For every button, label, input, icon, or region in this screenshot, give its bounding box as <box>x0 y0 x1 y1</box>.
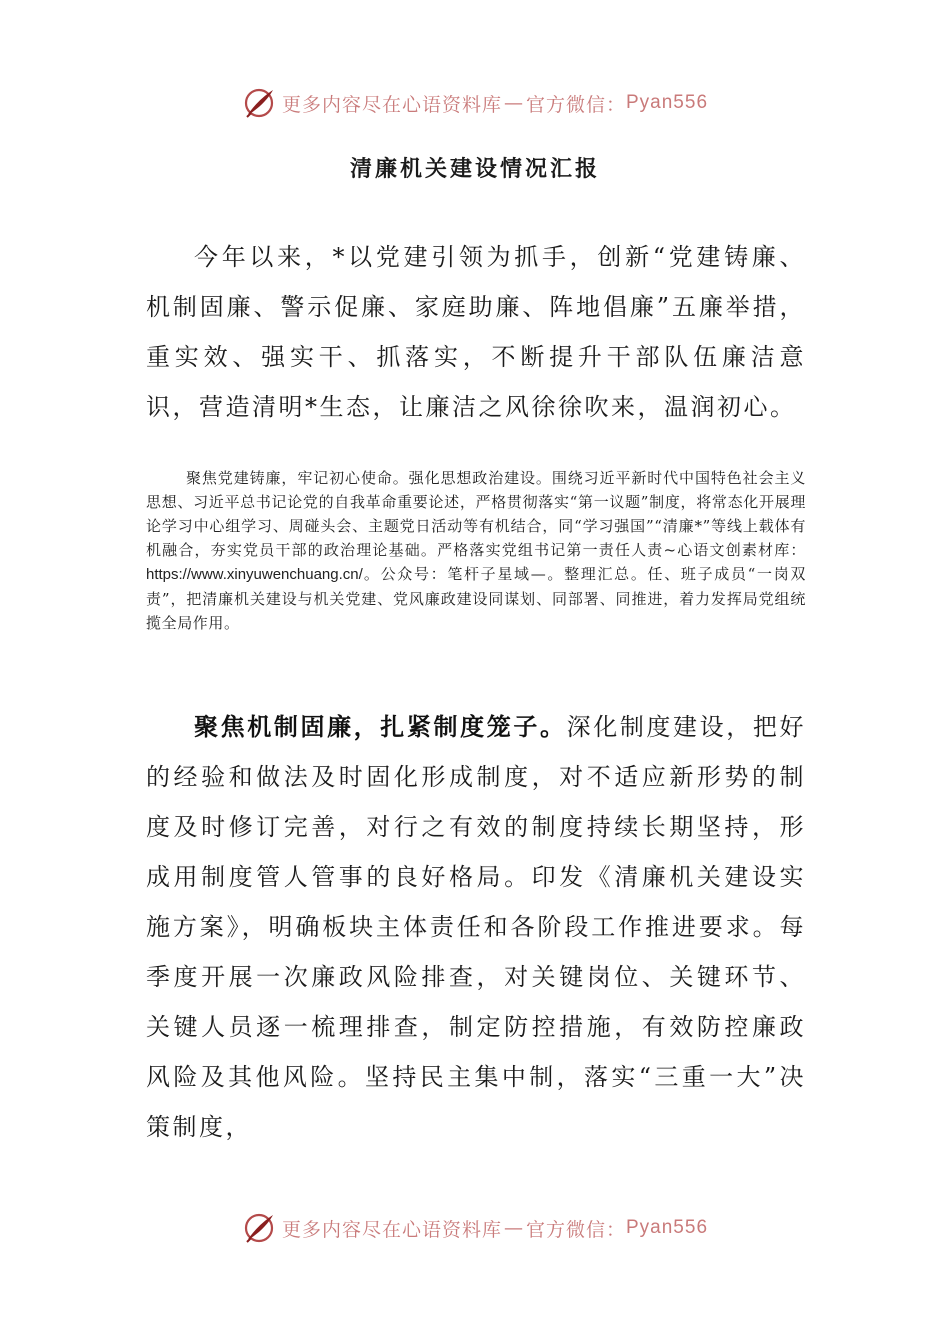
section2-lead: 聚焦机制固廉，扎紧制度笼子。 <box>194 712 567 741</box>
watermark-contact-label: 官方微信： <box>525 1218 626 1241</box>
section1-paragraph <box>146 466 806 635</box>
watermark-account: Pyan556 <box>626 92 709 113</box>
intro-paragraph: 今年以来，*以党建引领为抓手，创新“党建铸廉、机制固廉、警示促廉、家庭助廉、阵地倡廉”五廉举措，重实效、强实干、抓落实，不断提升干部队伍廉洁意识，营造清明*生态，让廉洁之风徐徐吹来，温润初心。 <box>146 243 806 421</box>
watermark-header <box>0 86 950 120</box>
quill-logo-icon <box>242 1211 276 1245</box>
document-title: 清廉机关建设情况汇报 <box>349 156 600 182</box>
section2-body: 深化制度建设，把好的经验和做法及时固化形成制度，对不适应新形势的制度及时修订完善，对行之有效的制度持续长期坚持，形成用制度管人管事的良好格局。印发《清廉机关建设实施方案》，明确板块主体责任和各阶段工作推进要求。每季度开展一次廉政风险排查，对关键岗位、关键环节、关键人员逐一梳理排查，制定防控措施，有效防控廉政风险及其他风险。坚持民主集中制，落实“三重一大”决策制度， <box>146 713 807 1141</box>
section1-text-after-url: 。公众号：笔杆子星域—。整理汇总。任、班子成员“一岗双责”，把清廉机关建设与机关党建、党风廉政建设同谋划、同部署、同推进，着力发挥局党组统揽全局作用。 <box>146 565 806 632</box>
section2-paragraph <box>146 702 806 1152</box>
watermark-footer <box>0 1211 950 1245</box>
section1-text-before-url: 聚焦党建铸廉，牢记初心使命。强化思想政治建设。围绕习近平新时代中国特色社会主义思想、习近平总书记论党的自我革命重要论述，严格贯彻落实“第一议题”制度，将常态化开展理论学习中心组学习、周碰头会、主题党日活动等有机结合，同“学习强国”“清廉*”等线上载体有机融合，夯实党员干部的政治理论基础。严格落实党组书记第一责任人责~心语文创素材库： <box>146 469 806 559</box>
watermark-account: Pyan556 <box>626 1217 709 1238</box>
watermark-brand: 更多内容尽在心语资料库 <box>281 93 502 116</box>
section1-url: https://www.xinyuwenchuang.cn/ <box>146 566 363 583</box>
watermark-separator: — <box>503 92 524 114</box>
quill-logo-icon <box>242 86 276 120</box>
watermark-brand: 更多内容尽在心语资料库 <box>281 1218 502 1241</box>
watermark-contact-label: 官方微信： <box>525 93 626 116</box>
watermark-separator: — <box>503 1217 524 1239</box>
